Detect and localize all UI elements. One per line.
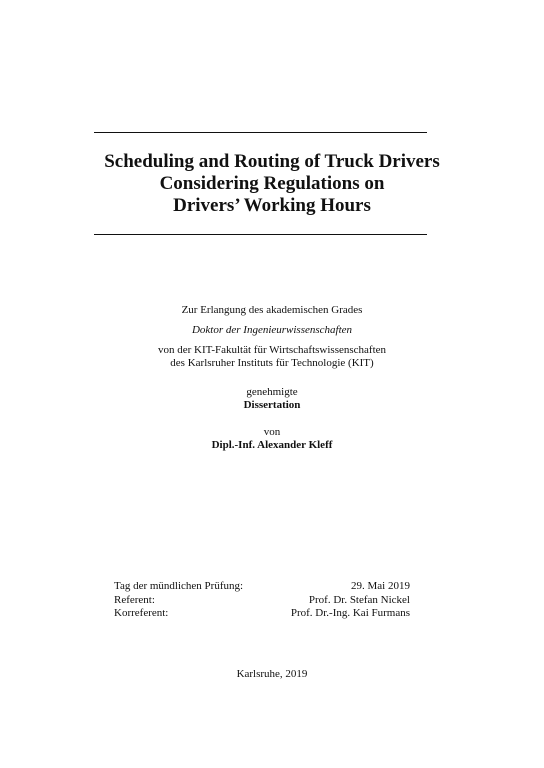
title-rule-top (94, 132, 427, 133)
author-name: Dipl.-Inf. Alexander Kleff (211, 439, 333, 451)
exam-info-table (114, 580, 410, 621)
place-date: Karlsruhe, 2019 (236, 668, 308, 680)
info-value: Prof. Dr.-Ing. Kai Furmans (290, 607, 410, 619)
title-line-3: Drivers’ Working Hours (173, 195, 371, 216)
title-line-1: Scheduling and Routing of Truck Drivers (104, 151, 440, 172)
info-label: Korreferent: (114, 607, 169, 619)
title-line-2: Considering Regulations on (159, 173, 385, 194)
degree-purpose: Zur Erlangung des akademischen Grades (181, 304, 363, 316)
dissertation-label: Dissertation (243, 399, 301, 411)
info-row-coreferee (114, 607, 410, 621)
title-rule-bottom (94, 234, 427, 235)
info-row-referee (114, 594, 410, 608)
degree-name: Doktor der Ingenieurwissenschaften (191, 324, 353, 336)
info-value: Prof. Dr. Stefan Nickel (308, 593, 410, 606)
info-label: Tag der mündlichen Prüfung: (114, 580, 244, 592)
info-label: Referent: (114, 593, 155, 606)
author-by: von (263, 426, 281, 438)
faculty-line-2: des Karlsruher Instituts für Technologie (KIT) (170, 357, 374, 369)
info-row-exam-date (114, 580, 410, 594)
approval-text: genehmigte (246, 386, 298, 398)
faculty-line-1: von der KIT-Fakultät für Wirtschaftswissenschaften (157, 344, 387, 356)
thesis-title (0, 151, 544, 217)
info-value: 29. Mai 2019 (351, 580, 410, 592)
